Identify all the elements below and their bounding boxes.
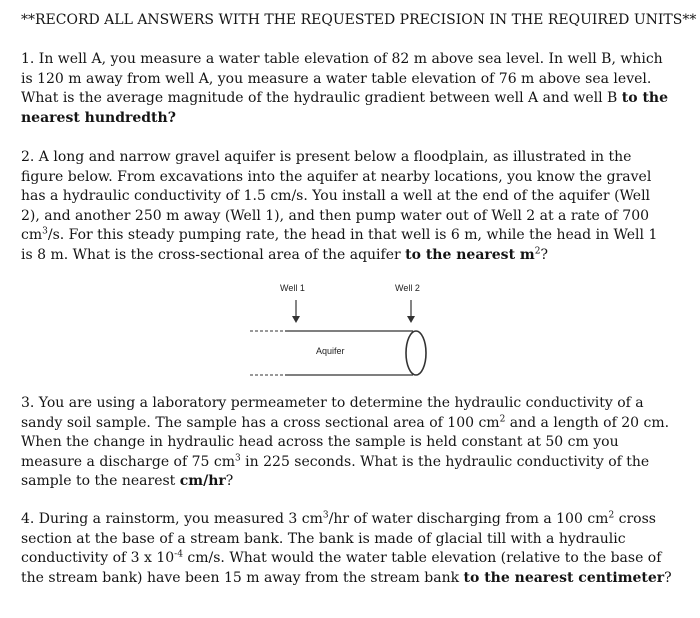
q2-text: /s. For this steady pumping rate, the head in that well is 6 m, while the head in Well 1: [47, 227, 658, 243]
q2-line: [21, 226, 661, 246]
q1-line: is 120 m away from well A, you measure a water table elevation of 76 m above sea level.: [21, 70, 652, 87]
q4-line: section at the base of a stream bank. The bank is made of glacial till with a hydraulic: [21, 530, 626, 547]
q3-line: [21, 472, 661, 492]
q4-text: the stream bank) have been 15 m away from the stream bank: [21, 569, 464, 586]
well-2-arrowhead: [407, 316, 415, 323]
q3-text: sample to the nearest: [21, 473, 180, 489]
q4-text: cross: [614, 511, 656, 527]
superscript: 2: [534, 245, 541, 256]
q4-line: [21, 569, 672, 589]
aquifer-end-cap: [406, 331, 426, 375]
q4-text: /hr of water discharging from a 100 cm: [328, 511, 609, 527]
q3-emphasis: cm/hr: [179, 473, 226, 489]
superscript: 3: [322, 510, 329, 521]
q3-text: ?: [225, 473, 234, 489]
question-2: [21, 148, 661, 265]
q1-line: [21, 109, 661, 129]
well-1-label: Well 1: [280, 283, 305, 293]
instructions-header: [21, 11, 697, 31]
q3-line: [21, 453, 661, 473]
question-1: [21, 50, 669, 128]
q1-line: 1. In well A, you measure a water table elevation of 82 m above sea level. In well B, which: [21, 51, 663, 67]
superscript: 3: [235, 452, 241, 463]
q4-text: conductivity of 3 x 10: [21, 550, 175, 566]
q1-emphasis: nearest hundredth?: [21, 109, 176, 126]
q3-line: When the change in hydraulic head across the sample is held constant at 50 cm you: [21, 434, 619, 450]
q2-emphasis: to the nearest m: [405, 246, 535, 263]
q2-text: ?: [540, 246, 548, 263]
header-text: **RECORD ALL ANSWERS WITH THE REQUESTED PRECISION IN THE REQUIRED UNITS**: [21, 12, 697, 28]
q3-text: sandy soil sample. The sample has a cross sectional area of 100 cm: [21, 414, 500, 431]
q1-emphasis: to the: [621, 90, 669, 106]
aquifer-label: Aquifer: [316, 346, 345, 356]
well-1-arrowhead: [292, 316, 300, 323]
question-3: [21, 394, 670, 492]
q4-text: cm/s. What would the water table elevation (relative to the base of: [182, 550, 662, 566]
q4-line: [21, 510, 661, 530]
q3-line: [21, 413, 670, 434]
q2-line: [21, 246, 661, 266]
question-4: [21, 510, 672, 588]
q3-text: measure a discharge of 75 cm: [21, 453, 235, 470]
q2-line: has a hydraulic conductivity of 1.5 cm/s. You install a well at the end of the aquifer (Well: [21, 188, 651, 204]
superscript: 3: [42, 226, 48, 237]
q1-text: What is the average magnitude of the hydraulic gradient between well A and well B: [21, 90, 622, 106]
superscript: 2: [499, 413, 506, 424]
q2-line: 2. A long and narrow gravel aquifer is present below a floodplain, as illustrated in the: [21, 149, 632, 165]
q4-text: ?: [664, 569, 672, 586]
q2-line: figure below. From excavations into the aquifer at nearby locations, you know the gravel: [21, 168, 652, 185]
superscript: -4: [174, 549, 183, 560]
well-2-label: Well 2: [395, 283, 420, 293]
q3-line: 3. You are using a laboratory permeameter to determine the hydraulic conductivity of a: [21, 395, 644, 411]
q3-text: in 225 seconds. What is the hydraulic conductivity of the: [240, 453, 650, 470]
q4-emphasis: to the nearest centimeter: [463, 569, 665, 586]
q4-text: 4. During a rainstorm, you measured 3 cm: [21, 511, 323, 527]
q2-text: is 8 m. What is the cross-sectional area of the aquifer: [21, 246, 406, 263]
aquifer-figure: [230, 278, 450, 383]
superscript: 2: [608, 510, 615, 521]
aquifer-diagram: [230, 278, 450, 383]
q2-text: cm: [21, 227, 43, 243]
q3-text: and a length of 20 cm.: [505, 414, 670, 431]
q2-line: 2), and another 250 m away (Well 1), and then pump water out of Well 2 at a rate of 700: [21, 207, 650, 224]
q4-line: [21, 549, 661, 569]
q1-line: [21, 89, 669, 109]
